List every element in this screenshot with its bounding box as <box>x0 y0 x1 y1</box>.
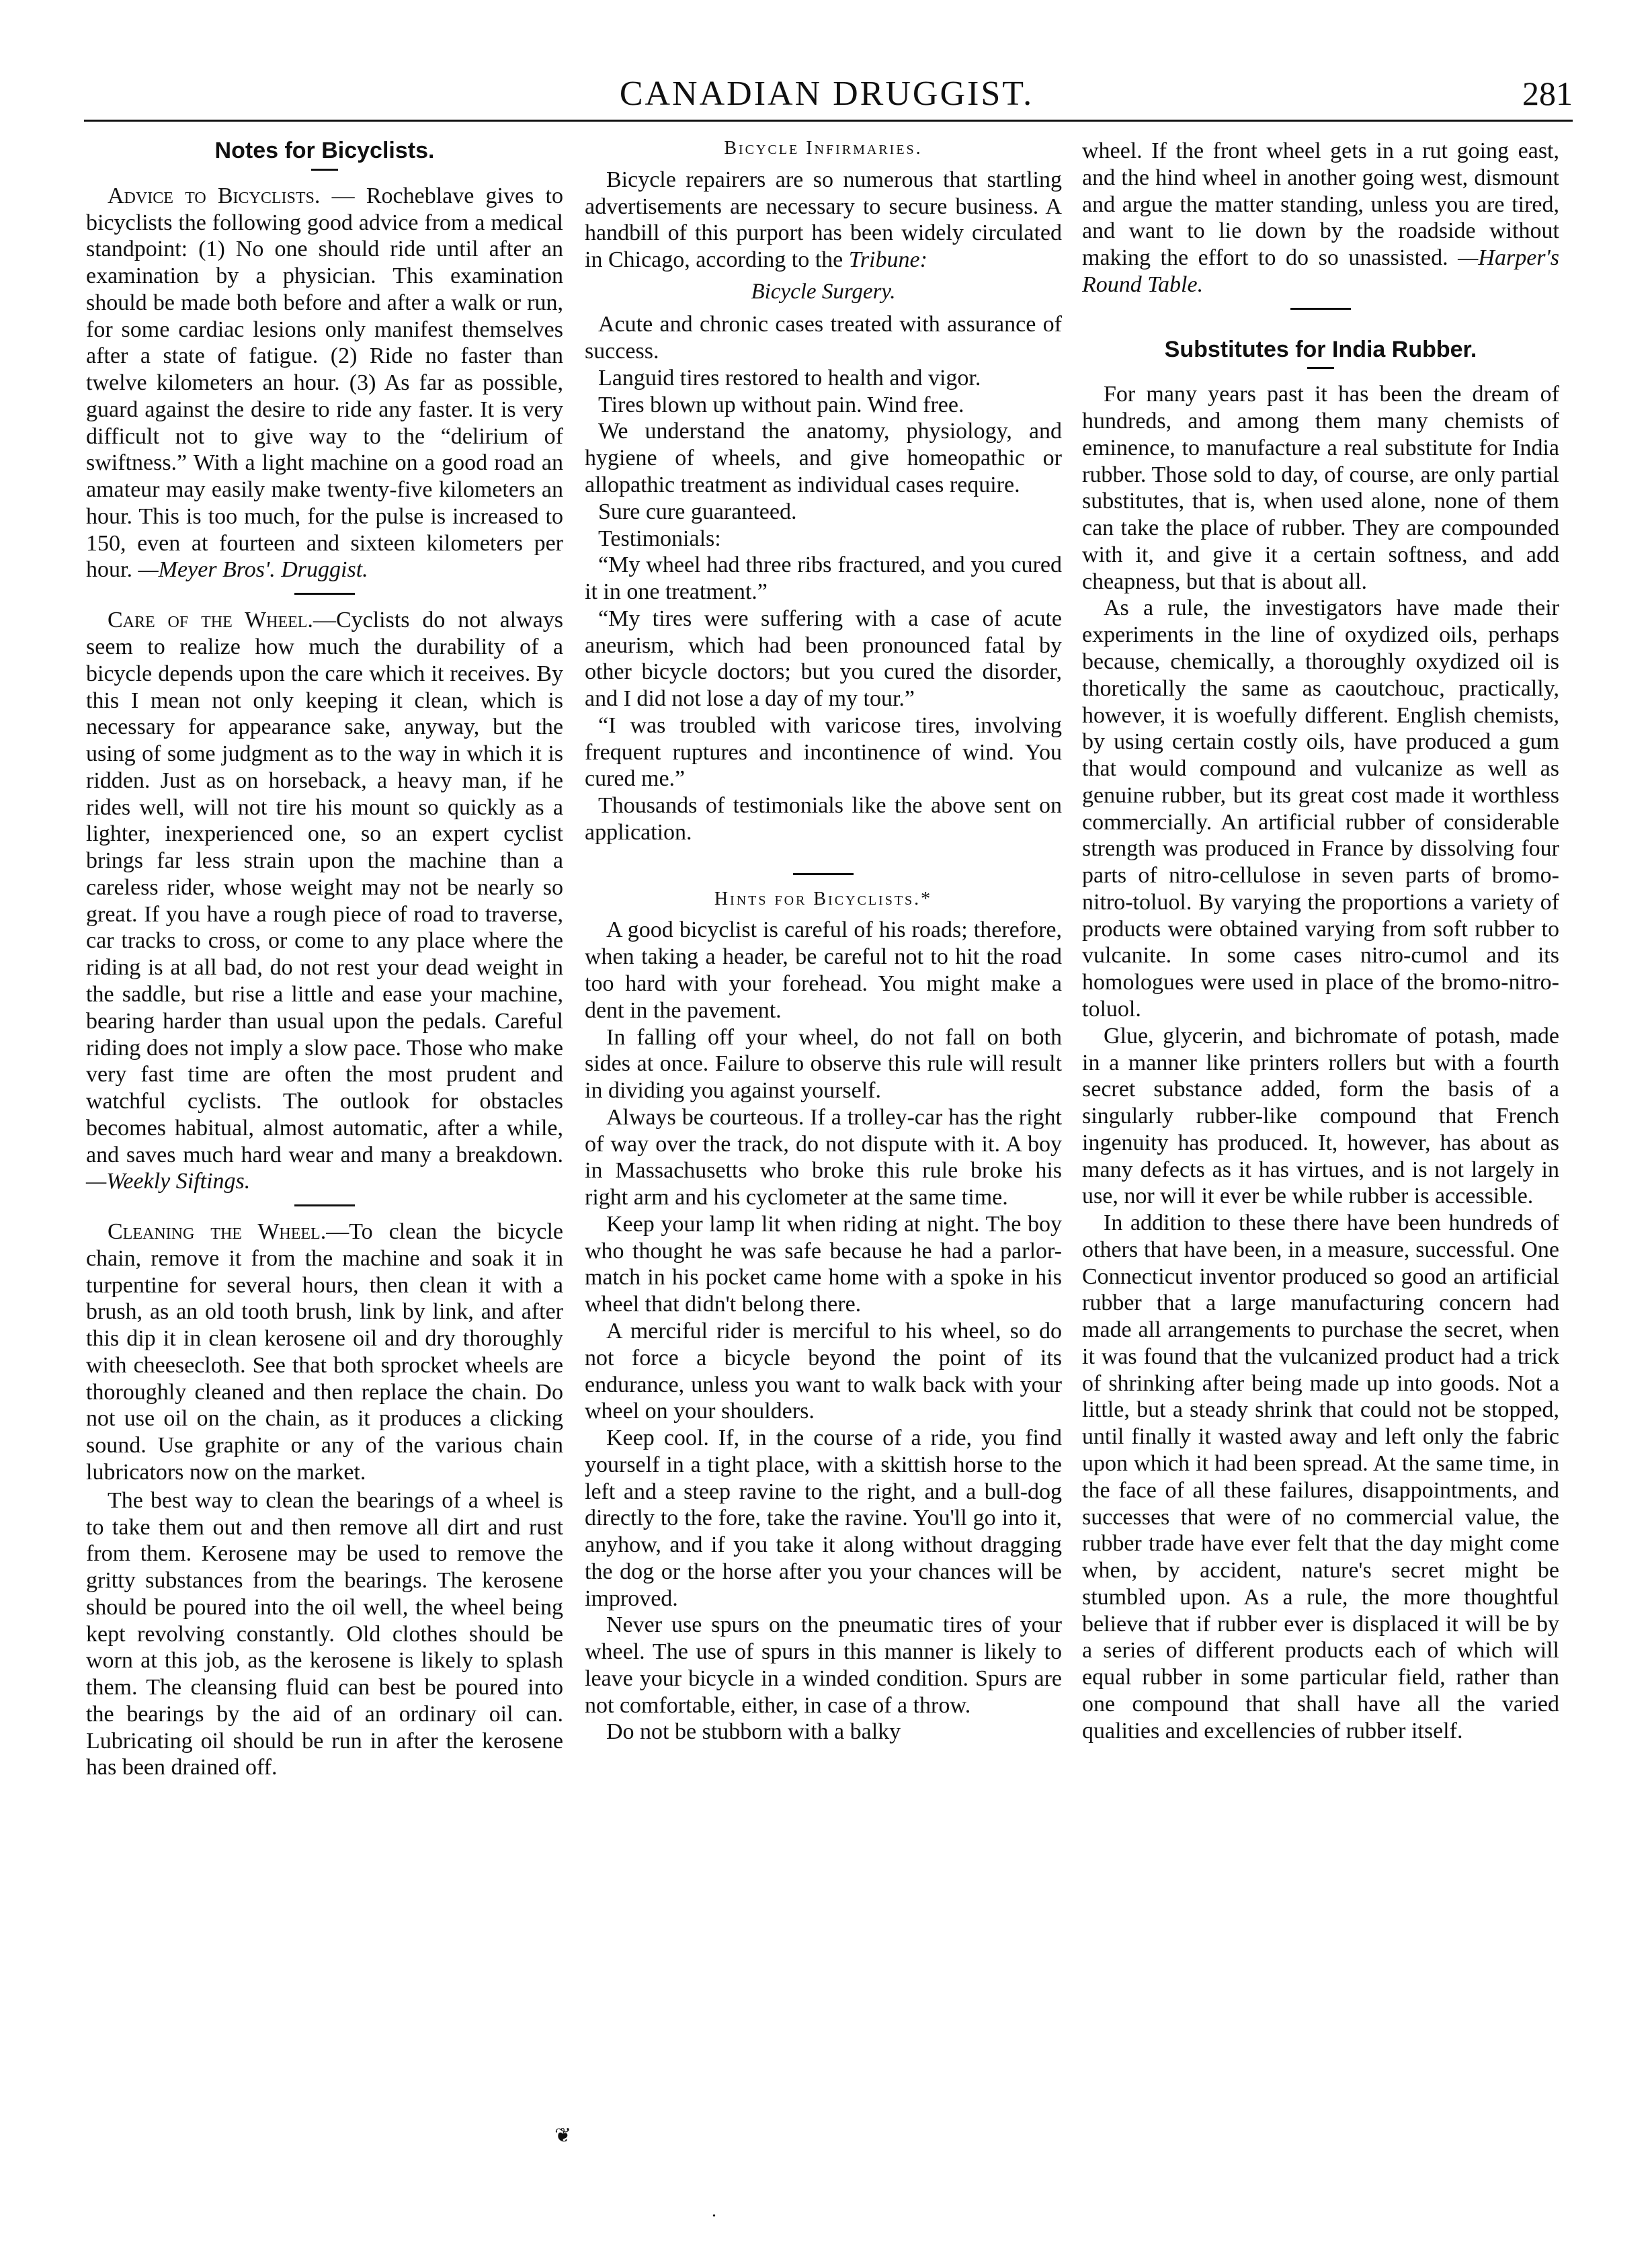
paragraph: “My tires were suffering with a case of acute aneurism, which had been pronounced fatal by other bicycle doctors; but you cured the disorder, and I did not lose a day of my tour.” <box>585 606 1062 712</box>
paragraph: wheel. If the front wheel gets in a rut going east, and the hind wheel in another going west, dismount and argue the matter standing, unless you are tired, and want to lie down by the roadside without making the effort to do so unassisted. —Harper's Round Table. <box>1082 138 1560 297</box>
title-rule <box>1307 367 1334 369</box>
paragraph: Bicycle repairers are so numerous that startling advertisements are necessary to secure business. A handbill of this purport has been widely circulated in Chicago, according to the Tribune: <box>585 167 1062 273</box>
paragraph: In addition to these there have been hundreds of others that have been, in a measure, successful. One Connecticut inventor produced so good an artificial rubber that a large manufacturing concern had made all arrangements to purchase the secret, when it was found that the vulcanized product had a trick of shrinking after being made up into goods. Not a little, but a steady shrink that could not be stopped, until finally it wasted away and left only the fabric upon which it had been spread. At the same time, in the face of all these failures, disappointments, and successes that were of no commercial value, the rubber trade have ever felt that the day might come when, by accident, nature's secret might be stumbled upon. As a rule, the more thoughtful believe that if rubber ever is displaced it will be by a series of different products each of which will equal rubber in some particular field, rather than one compound that shall have all the varied qualities and excellencies of rubber itself. <box>1082 1210 1559 1743</box>
article-title-bicyclists: Notes for Bicyclists. <box>214 138 435 163</box>
paragraph: Acute and chronic cases treated with assurance of success. <box>585 312 1062 364</box>
journal-title: CANADIAN DRUGGIST. <box>619 75 1034 113</box>
citation: —Meyer Bros'. Druggist. <box>138 557 368 583</box>
paragraph: Advice to Bicyclists. — Rocheblave gives to bicyclists the following good advice from a medical standpoint: (1) No one should ride until after an examination by a physician. This examination should be made both before and after a walk or run, for some cardiac lesions only manifest themselves after a state of fatigue. (2) Ride no faster than twelve kilometers an hour. (3) As far as possible, guard against the desire to ride any faster. It is very difficult not to give way to the “delirium of swiftness.” With a light machine on a good road an amateur may easily make twenty-five kilometers an hour. This is too much, for the pulse is increased to 150, even at fourteen and sixteen kilometers per hour. —Meyer Bros'. Druggist. <box>86 183 563 583</box>
paragraph: Keep cool. If, in the course of a ride, you find yourself in a tight place, with a skittish horse to the left and a steep ravine to the right, and a bull-dog directly to the fore, take the ravine. You'll go into it, anyhow, and if you take it along without dragging the dog or the horse after you your chances will be improved. <box>585 1426 1062 1611</box>
paragraph: Keep your lamp lit when riding at night. The boy who thought he was safe because he had a parlor-match in his pocket came home with a spoke in his wheel that didn't belong there. <box>585 1211 1062 1317</box>
article-title-infirmaries: Bicycle Infirmaries. <box>724 138 923 159</box>
paragraph: Do not be stubborn with a balky <box>606 1719 901 1745</box>
paragraph: In falling off your wheel, do not fall on both sides at once. Failure to observe this rule will result in dividing you against yourself. <box>585 1024 1062 1104</box>
section-lead: Cleaning the Wheel. <box>108 1219 327 1245</box>
section-lead: Advice to Bicyclists. <box>108 183 321 208</box>
paragraph: We understand the anatomy, physiology, and hygiene of wheels, and give homeopathic or allopathic treatment as individual cases require. <box>585 419 1062 498</box>
paragraph: For many years past it has been the dream of hundreds, and among them many chemists of eminence, to manufacture a real substitute for India rubber. Those sold to day, of course, are only partial substitutes, that is, when used alone, none of them can take the place of rubber. They are compounded with it, and give it a certain softness, and add cheapness, but that is about all. <box>1082 382 1559 594</box>
paragraph: “I was troubled with varicose tires, involving frequent ruptures and incontinence of wind. You cured me.” <box>585 712 1062 792</box>
section-rule <box>294 593 355 595</box>
title-rule <box>311 169 338 171</box>
citation: —Weekly Siftings. <box>86 1169 251 1194</box>
paragraph: Thousands of testimonials like the above sent on application. <box>585 793 1062 845</box>
column-3 <box>1082 138 1559 1744</box>
article-title-india-rubber: Substitutes for India Rubber. <box>1164 336 1477 362</box>
paragraph: Never use spurs on the pneumatic tires of your wheel. The use of spurs in this manner is likely to leave your bicycle in a winded condition. Spurs are not comfortable, either, in case of a throw. <box>585 1612 1062 1718</box>
dot-mark-icon: • <box>712 2211 716 2221</box>
column-2 <box>585 138 1062 1745</box>
paragraph: Testimonials: <box>598 526 721 551</box>
section-lead: Care of the Wheel. <box>108 608 313 633</box>
paragraph: Sure cure guaranteed. <box>598 499 797 524</box>
handbill-text <box>585 311 1062 846</box>
ornament-icon: ❦ <box>554 2125 572 2147</box>
page-number: 281 <box>1522 75 1573 112</box>
citation: —Harper's Round Table. <box>1082 245 1560 297</box>
section-rule <box>793 873 854 875</box>
paragraph: Always be courteous. If a trolley-car has the right of way over the track, do not dispute with it. A boy in Massachusetts who broke this rule broke his right arm and his cyclometer at the same time. <box>585 1104 1062 1210</box>
paragraph: Cleaning the Wheel.—To clean the bicycle chain, remove it from the machine and soak it in turpentine for several hours, then clean it with a brush, as an old tooth brush, link by link, and after this dip it in clean kerosene oil and dry thoroughly with cheesecloth. See that both sprocket wheels are thoroughly cleaned and then replace the chain. Do not use oil on the chain, as it produces a clicking sound. Use graphite or any of the various chain lubricators now on the market. <box>86 1219 563 1485</box>
paragraph: Tires blown up without pain. Wind free. <box>598 392 964 417</box>
paragraph: “My wheel had three ribs fractured, and you cured it in one treatment.” <box>585 552 1062 605</box>
paragraph: The best way to clean the bearings of a wheel is to take them out and then remove all dirt and rust from them. Kerosene may be used to remove the gritty substances from the bearings. The kerosene should be poured into the oil well, the wheel being kept revolving constantly. Old clothes should be worn at this job, as the kerosene is likely to splash them. The cleansing fluid can best be poured into the bearings by the aid of an ordinary oil can. Lubricating oil should be run in after the kerosene has been drained off. <box>86 1487 563 1780</box>
subheading: Bicycle Surgery. <box>751 279 896 304</box>
paragraph: Languid tires restored to health and vigor. <box>598 365 981 390</box>
paragraph: As a rule, the investigators have made their experiments in the line of oxydized oils, perhaps because, chemically, a thoroughly oxydized oil is thoretically the same as caoutchouc, practically, however, it is woefully different. English chemists, by using certain costly oils, have produced a gum that would compound and vulcanize as well as genuine rubber, but its great cost made it worthless commercially. An artificial rubber of considerable strength was produced in France by dissolving four parts of nitro-cellulose in seven parts of bromo-nitro-toluol. By varying the proportions a variety of products were obtained varying from soft rubber to vulcanite. In some cases nitro-cumol and its homologues were used in place of the bromo-nitro-toluol. <box>1082 595 1559 1022</box>
paragraph: Glue, glycerin, and bichromate of potash, made in a manner like printers rollers but with a fourth secret substance added, form the basis of a singularly rubber-like compound that French ingenuity has produced. It, however, has about as many defects as it has virtues, and is not largely in use, nor will it ever be while rubber is accessible. <box>1082 1023 1559 1209</box>
header-rule <box>84 120 1573 122</box>
paragraph: Care of the Wheel.—Cyclists do not always seem to realize how much the durability of a bicycle depends upon the care which it receives. By this I mean not only keeping it clean, which is necessary for appearance sake, anyway, but the using of some judgment as to the way in which it is ridden. Just as on horseback, a heavy man, if he rides well, will not tire his mount so quickly as a lighter, inexperienced one, so an expert cyclist brings far less strain upon the machine than a careless rider, whose weight may not be nearly so great. If you have a rough piece of road to traverse, car tracks to cross, or come to any place where the riding is at all bad, do not rest your dead weight in the saddle, but rise a little and ease your machine, bearing harder than usual upon the pedals. Careful riding does not imply a slow pace. Those who make very fast time are often the most prudent and watchful cyclists. The outlook for obstacles becomes habitual, almost automatic, after a while, and saves much hard wear and many a breakdown. —Weekly Siftings. <box>86 608 563 1194</box>
article-title-hints: Hints for Bicyclists.* <box>714 888 933 909</box>
section-rule <box>294 1204 355 1206</box>
section-rule <box>1290 308 1351 310</box>
paragraph: A merciful rider is merciful to his wheel, so do not force a bicycle beyond the point of its endurance, unless you want to walk back with your wheel on your shoulders. <box>585 1318 1062 1424</box>
citation: Tribune: <box>848 247 927 273</box>
column-1 <box>86 138 563 1781</box>
paragraph: A good bicyclist is careful of his roads; therefore, when taking a header, be careful not to hit the road too hard with your forehead. You might make a dent in the pavement. <box>585 917 1062 1023</box>
